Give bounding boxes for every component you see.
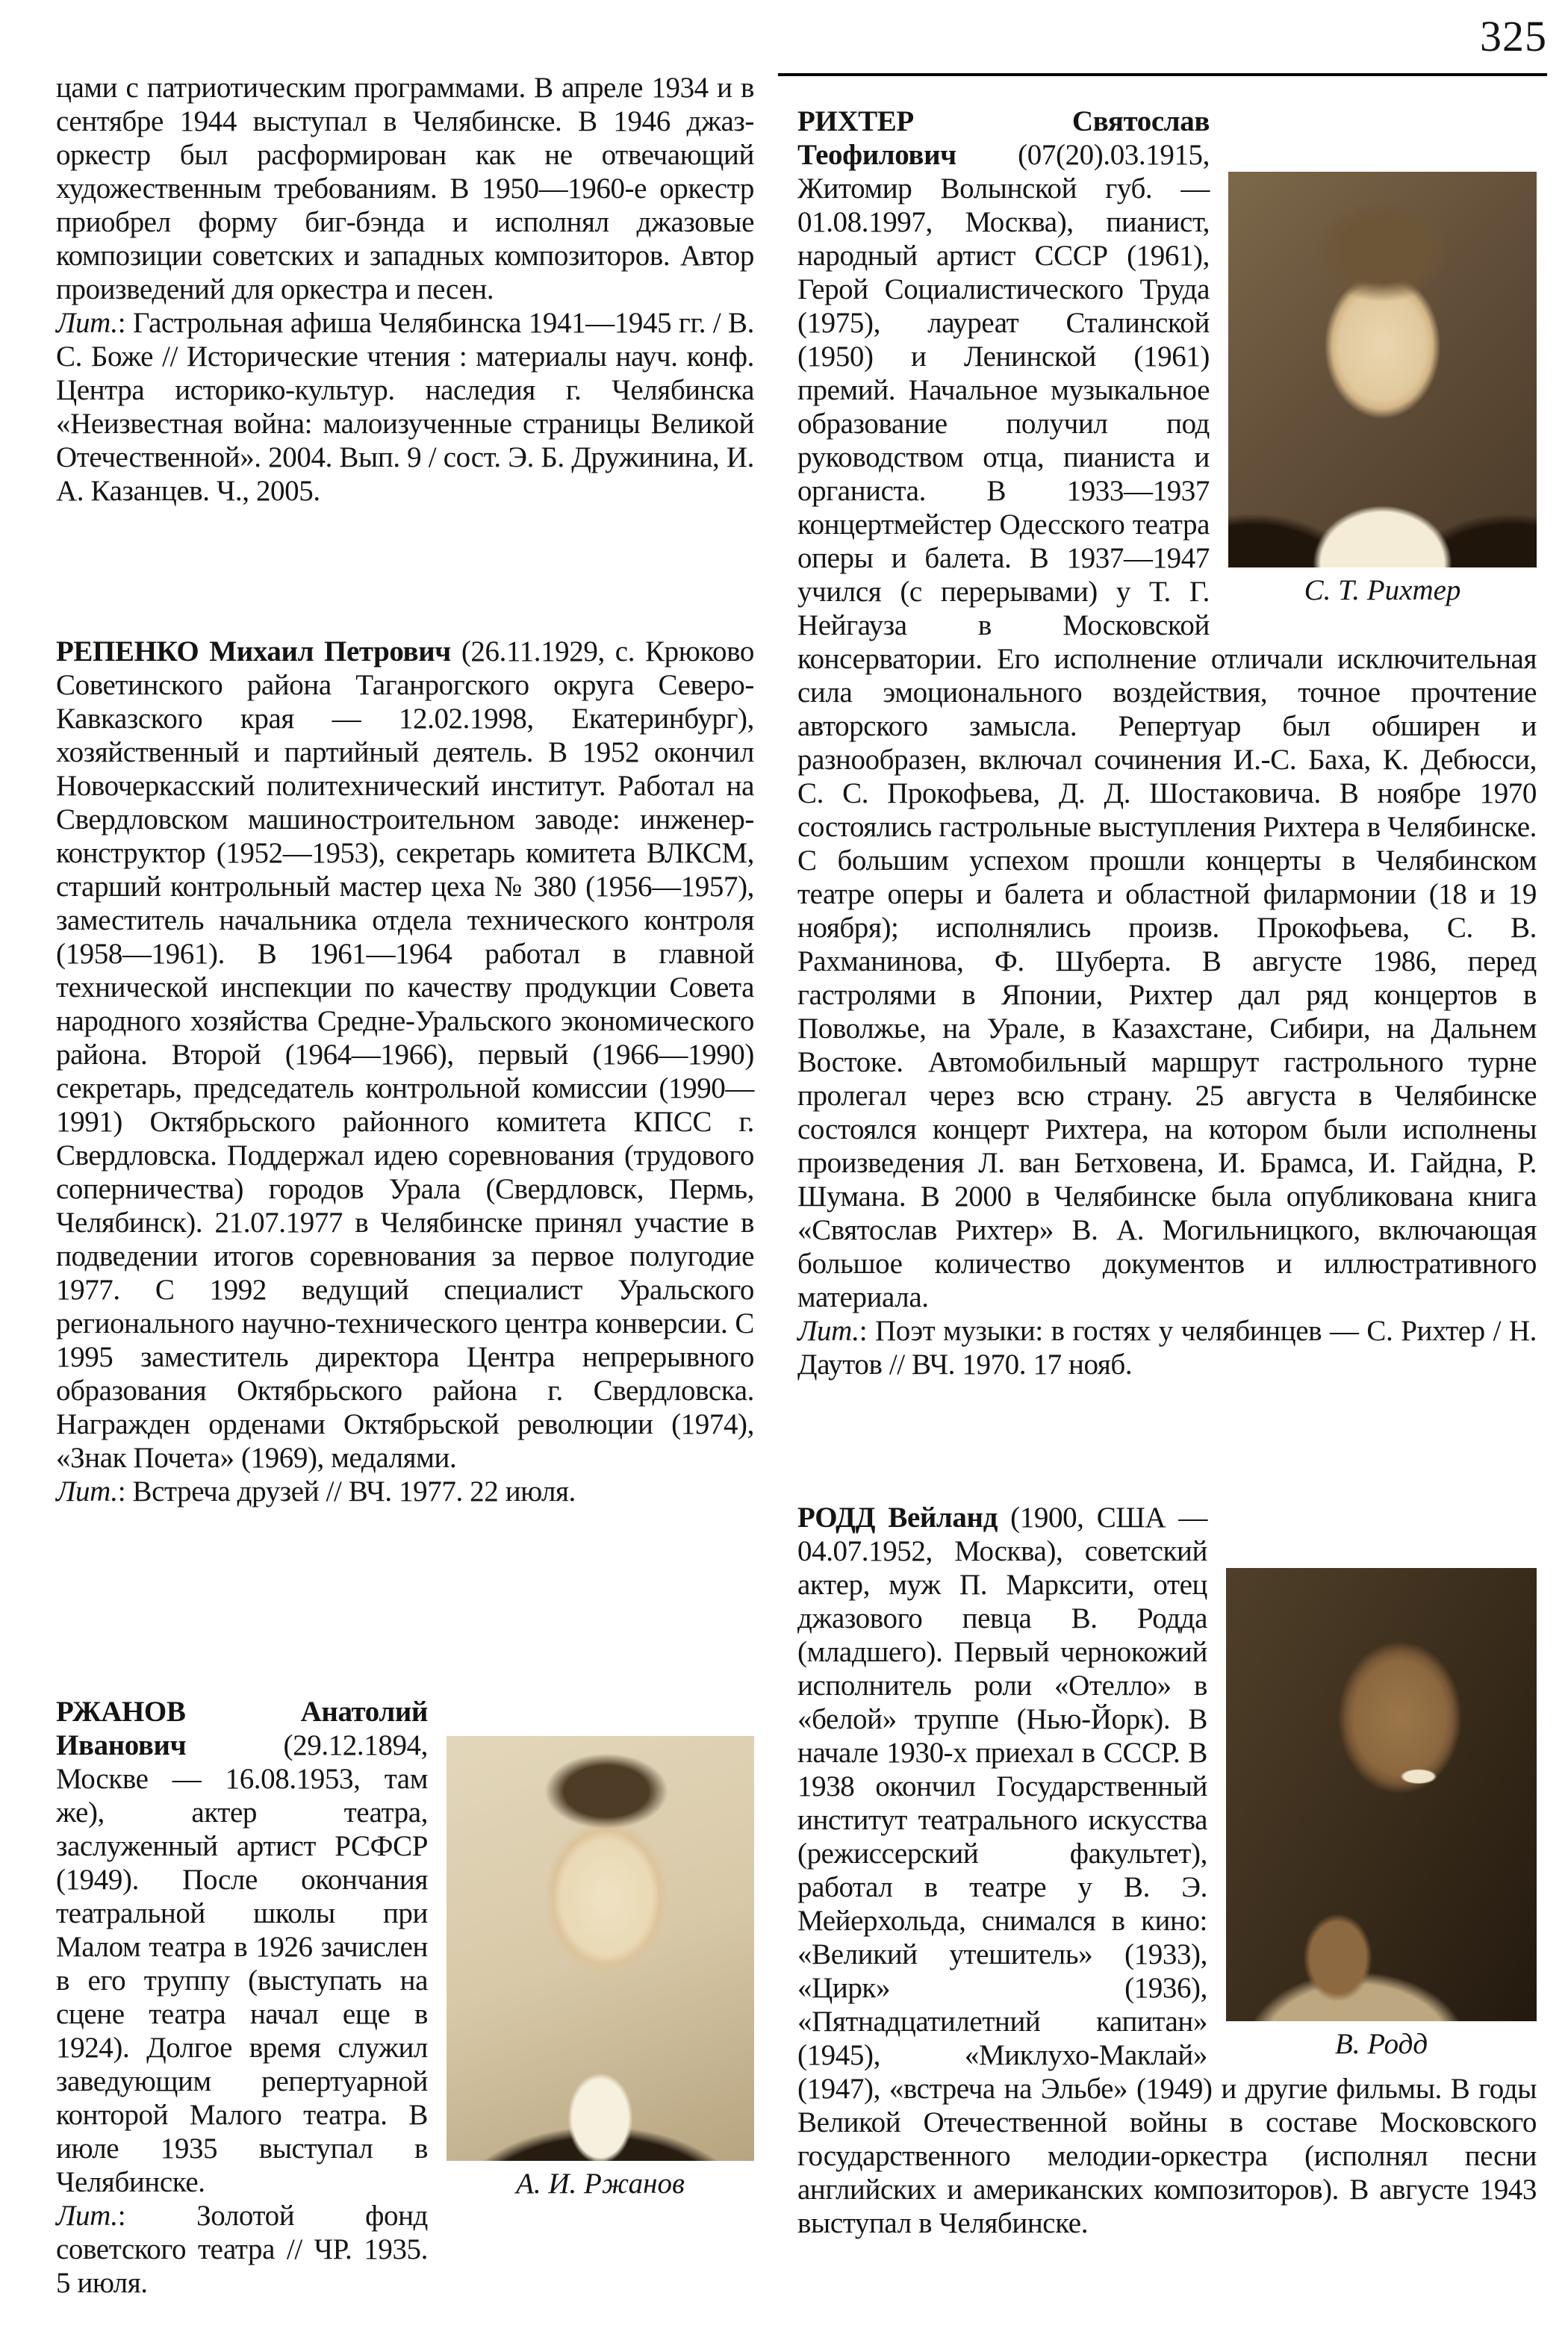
rodd-portrait-image xyxy=(1226,1568,1537,2021)
article-headword: РЕПЕНКО Михаил Петрович xyxy=(56,635,451,668)
lit-label: Лит. xyxy=(56,307,118,339)
article-headword: РОДД Вейланд xyxy=(797,1502,998,1534)
photo-caption: С. Т. Рихтер xyxy=(1304,574,1461,606)
photo-caption: А. И. Ржанов xyxy=(516,2168,685,2200)
photo-caption: В. Родд xyxy=(1334,2028,1428,2060)
lit-text: : Поэт музыки: в гостях у челябинцев — С. Рихтер / Н. Даутов // ВЧ. 1970. 17 нояб. xyxy=(797,1315,1537,1381)
lit-label: Лит. xyxy=(56,1475,118,1508)
article-body xyxy=(56,635,754,1475)
photo-figure-rodd xyxy=(1226,1568,1537,2061)
right-column xyxy=(797,0,1537,2352)
article-rzhanov xyxy=(56,1695,754,2300)
photo-figure-richter xyxy=(1228,172,1537,607)
lit-reference xyxy=(56,306,754,508)
photo-figure-rzhanov xyxy=(447,1736,754,2200)
lit-label: Лит. xyxy=(797,1315,859,1347)
lit-reference xyxy=(797,1314,1537,1381)
page-number: 325 xyxy=(1480,12,1547,60)
left-column xyxy=(56,0,754,2352)
lit-label: Лит. xyxy=(56,2200,118,2232)
lit-text: : Встреча друзей // ВЧ. 1977. 22 июля. xyxy=(117,1475,576,1508)
continuation-paragraph xyxy=(56,71,754,306)
article-rodd xyxy=(797,1501,1537,2240)
article-text: (29.12.1894, Москве — 16.08.1953, там же), актер театра, заслуженный артист РСФСР (1949). После окончания театральной школы при Малом театра в 1926 зачислен в его труппу (выступать на сцене театра начал еще в 1924). Долгое время служил заведующим репертуарной конторой Малого театра. В июле 1935 выступал в Челябинске. xyxy=(56,1729,428,2198)
lit-reference xyxy=(56,2199,754,2300)
article-text: (07(20).03.1915, Житомир Волынской губ. — 01.08.1997, Москва), пианист, народный артист СССР (1961), Герой Социалистического Труда (1975), лауреат Сталинской (1950) и Ленинской (1961) премий. Начальное музыкальное образование получил под руководством отца, пианиста и органиста. В 1933—1937 концертмейстер Одесского театра оперы и балета. В 1937—1947 учился (с перерывами) у Т. Г. Нейгауза в Московской консерватории. Его исполнение отличали исключительная сила эмоционального воздействия, точное прочтение авторского замысла. Репертуар был обширен и разнообразен, включал сочинения И.-С. Баха, К. Дебюсси, С. С. Прокофьева, Д. Д. Шостаковича. В ноябре 1970 состоялись гастрольные выступления Рихтера в Челябинске. С большим успехом прошли концерты в Челябинском театре оперы и балета и областной филармонии (18 и 19 ноября); исполнялись произв. Прокофьева, С. В. Рахманинова, Ф. Шуберта. В августе 1986, перед гастролями в Японии, Рихтер дал ряд концертов в Поволжье, на Урале, в Казахстане, Сибири, на Дальнем Востоке. Автомобильный маршрут гастрольного турне пролегал через всю страну. 25 августа в Челябинске состоялся концерт Рихтера, на котором были исполнены произведения Л. ван Бетховена, И. Брамса, И. Гайдна, Р. Шумана. В 2000 в Челябинске была опубликована книга «Святослав Рихтер» В. А. Могильницкого, включающая большое количество документов и иллюстративного материала. xyxy=(797,139,1537,1313)
lit-text: : Золотой фонд советского театра // ЧР. 1935. 5 июля. xyxy=(56,2200,428,2299)
richter-portrait-image xyxy=(1228,172,1537,567)
lit-reference xyxy=(56,1475,754,1508)
continuation-text: цами с патриотическим программами. В апреле 1934 и в сентябре 1944 выступал в Челябинске. В 1946 джаз-оркестр был расформирован как не отвечающий художественным требованиям. В 1950—1960-е оркестр приобрел форму биг-бэнда и исполнял джазовые композиции советских и западных композиторов. Автор произведений для оркестра и песен. xyxy=(56,72,754,305)
rzhanov-portrait-image xyxy=(447,1736,754,2161)
article-text: (26.11.1929, с. Крюково Советинского района Таганрогского округа Северо-Кавказского края — 12.02.1998, Екатеринбург), хозяйственный и партийный деятель. В 1952 окончил Новочеркасский политехнический институт. Работал на Свердловском машиностроительном заводе: инженер-конструктор (1952—1953), секретарь комитета ВЛКСМ, старший контрольный мастер цеха № 380 (1956—1957), заместитель начальника отдела технического контроля (1958—1961). В 1961—1964 работал в главной технической инспекции по качеству продукции Совета народного хозяйства Средне-Уральского экономического района. Второй (1964—1966), первый (1966—1990) секретарь, председатель контрольной комиссии (1990—1991) Октябрьского районного комитета КПСС г. Свердловска. Поддержал идею соревнования (трудового соперничества) городов Урала (Свердловск, Пермь, Челябинск). 21.07.1977 в Челябинске принял участие в подведении итогов соревнования за первое полугодие 1977. С 1992 ведущий специалист Уральского регионального научно-технического центра конверсии. С 1995 заместитель директора Центра непрерывного образования Октябрьского района г. Свердловска. Награжден орденами Октябрьской революции (1974), «Знак Почета» (1969), медалями. xyxy=(56,635,754,1474)
article-text: (1900, США — 04.07.1952, Москва), советский актер, муж П. Марксити, отец джазового певца В. Родда (младшего). Первый чернокожий исполнитель роли «Отелло» в «белой» труппе (Нью-Йорк). В начале 1930-х приехал в СССР. В 1938 окончил Государственный институт театрального искусства (режиссерский факультет), работал в театре у В. Э. Мейерхольда, снимался в кино: «Великий утешитель» (1933), «Цирк» (1936), «Пятнадцатилетний капитан» (1945), «Миклухо-Маклай» (1947), «встреча на Эльбе» (1949) и другие фильмы. В годы Великой Отечественной войны в составе Московского государственного мелодии-оркестра (исполнял песни английских и американских композиторов). В августе 1943 выступал в Челябинске. xyxy=(797,1502,1537,2239)
article-repenko xyxy=(56,635,754,1508)
article-headword: РИХТЕР Святослав Теофилович xyxy=(797,105,1210,171)
article-continuation xyxy=(56,71,754,508)
article-headword: РЖАНОВ Анатолий Иванович xyxy=(56,1696,428,1761)
article-richter xyxy=(797,105,1537,1381)
lit-text: : Гастрольная афиша Челябинска 1941—1945 гг. / В. С. Боже // Исторические чтения : материалы науч. конф. Центра историко-культур. наследия г. Челябинска «Неизвестная война: малоизученные страницы Великой Отечественной». 2004. Вып. 9 / сост. Э. Б. Дружинина, И. А. Казанцев. Ч., 2005. xyxy=(56,307,754,507)
